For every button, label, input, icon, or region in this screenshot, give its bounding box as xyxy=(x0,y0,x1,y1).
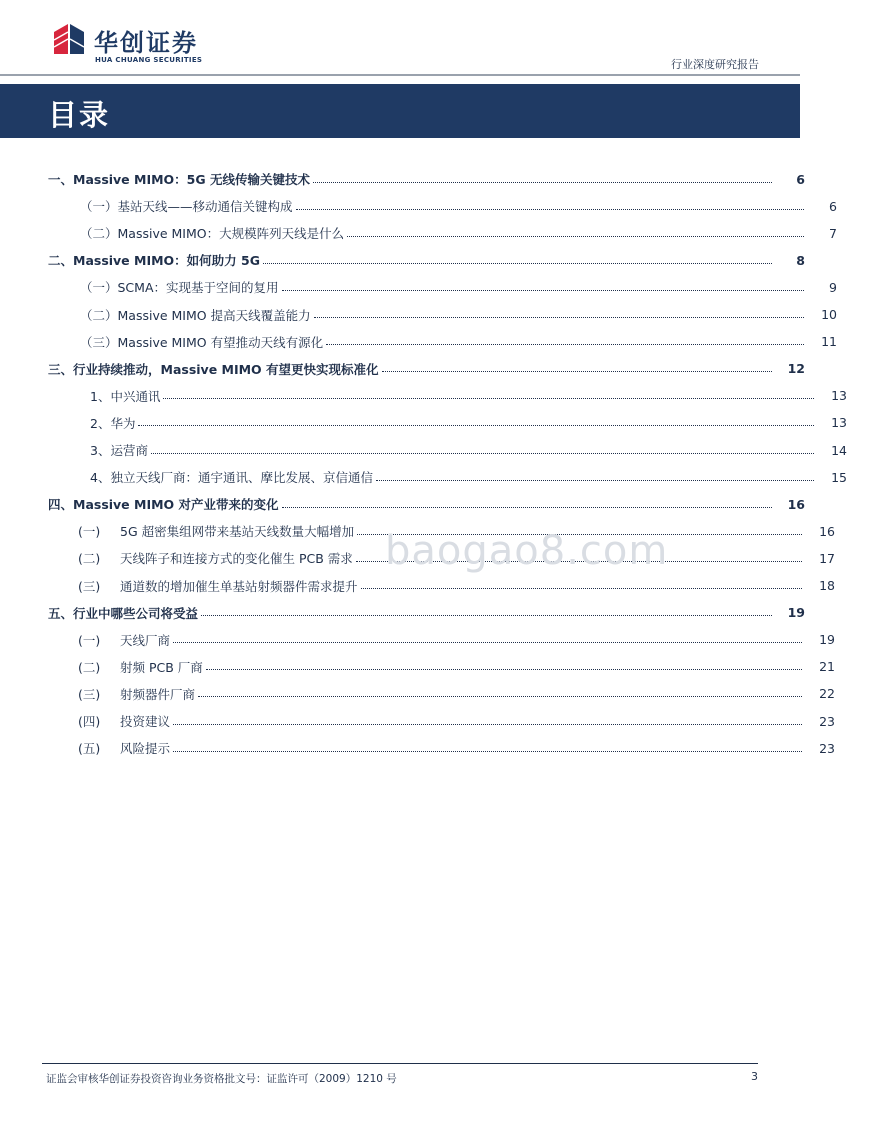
toc-entry-number: (三) xyxy=(78,578,101,594)
toc-entry-label: 4、独立天线厂商：通宇通讯、摩比发展、京信通信 xyxy=(90,470,373,486)
report-type-label: 行业深度研究报告 xyxy=(671,58,759,71)
toc-dot-leader xyxy=(382,371,772,372)
toc-entry[interactable] xyxy=(0,356,848,382)
toc-entry-number: (三) xyxy=(78,686,101,702)
toc-entry-label: 射频器件厂商 xyxy=(120,686,196,702)
footer-divider xyxy=(42,1063,758,1064)
toc-entry-page: 14 xyxy=(831,442,847,458)
toc-entry-page: 23 xyxy=(819,740,835,756)
toc-dot-leader xyxy=(138,425,814,426)
toc-entry-label: 通道数的增加催生单基站射频器件需求提升 xyxy=(120,578,358,594)
toc-entry-number: (一) xyxy=(78,632,101,648)
toc-entry[interactable] xyxy=(0,193,880,219)
toc-dot-leader xyxy=(282,290,805,291)
toc-entry[interactable] xyxy=(0,491,848,517)
toc-dot-leader xyxy=(201,615,772,616)
watermark: baogao8.com xyxy=(385,528,669,574)
toc-entry[interactable] xyxy=(0,735,878,761)
toc-entry[interactable] xyxy=(0,573,878,599)
toc-entry-page: 11 xyxy=(821,334,837,350)
toc-entry-page: 9 xyxy=(829,279,837,295)
page-number: 3 xyxy=(751,1070,758,1083)
toc-entry-page: 16 xyxy=(787,496,805,512)
header-divider xyxy=(0,74,800,76)
toc-entry[interactable] xyxy=(0,600,848,626)
toc-dot-leader xyxy=(347,236,804,237)
toc-entry-label: 1、中兴通讯 xyxy=(90,388,161,404)
hua-chuang-logo-icon xyxy=(52,22,86,56)
toc-entry[interactable] xyxy=(0,302,880,328)
toc-entry-label: （二）Massive MIMO：大规模阵列天线是什么 xyxy=(80,226,345,242)
toc-entry-page: 13 xyxy=(831,388,847,404)
toc-entry[interactable] xyxy=(0,464,890,490)
toc-entry[interactable] xyxy=(0,681,878,707)
toc-entry-label: （二）Massive MIMO 提高天线覆盖能力 xyxy=(80,307,311,323)
toc-entry-page: 8 xyxy=(796,252,805,268)
page-title: 目录 xyxy=(48,98,111,132)
toc-entry-number: (二) xyxy=(78,659,101,675)
toc-entry-page: 6 xyxy=(829,198,837,214)
toc-entry[interactable] xyxy=(0,383,890,409)
toc-entry-page: 16 xyxy=(819,523,835,539)
toc-entry-label: 三、行业持续推动，Massive MIMO 有望更快实现标准化 xyxy=(48,361,379,377)
toc-dot-leader xyxy=(173,751,802,752)
toc-dot-leader xyxy=(296,209,804,210)
toc-entry[interactable] xyxy=(0,329,880,355)
toc-entry-number: (五) xyxy=(78,741,101,757)
toc-entry-label: 四、Massive MIMO 对产业带来的变化 xyxy=(48,497,279,513)
toc-dot-leader xyxy=(361,588,802,589)
toc-entry-label: 二、Massive MIMO：如何助力 5G xyxy=(48,253,260,269)
toc-entry-label: 3、运营商 xyxy=(90,443,148,458)
toc-entry-number: (四) xyxy=(78,714,101,729)
toc-entry-page: 12 xyxy=(787,361,805,377)
toc-entry[interactable] xyxy=(0,437,890,463)
toc-entry-label: （三）Massive MIMO 有望推动天线有源化 xyxy=(80,334,324,350)
toc-entry-label: 5G 超密集组网带来基站天线数量大幅增加 xyxy=(120,524,355,540)
toc-dot-leader xyxy=(263,263,772,264)
toc-dot-leader xyxy=(376,480,814,481)
toc-entry-page: 6 xyxy=(796,171,805,187)
page-header xyxy=(0,0,800,82)
toc-entry-page: 7 xyxy=(829,225,837,241)
toc-entry-label: 风险提示 xyxy=(120,741,171,757)
toc-dot-leader xyxy=(326,344,804,345)
toc-dot-leader xyxy=(198,696,802,697)
toc-entry-page: 15 xyxy=(831,469,847,485)
toc-entry-number: (二) xyxy=(78,551,101,567)
toc-entry-page: 13 xyxy=(831,415,847,431)
toc-entry-page: 10 xyxy=(821,307,837,322)
toc-entry-label: 一、Massive MIMO：5G 无线传输关键技术 xyxy=(48,172,310,187)
brand-name-en: HUA CHUANG SECURITIES xyxy=(95,56,203,64)
toc-entry-page: 17 xyxy=(819,550,835,566)
toc-entry-page: 21 xyxy=(819,659,835,675)
toc-banner xyxy=(0,84,800,138)
toc-entry-label: 天线厂商 xyxy=(120,632,171,648)
brand-name-cn: 华创证券 xyxy=(94,29,198,57)
toc-dot-leader xyxy=(313,182,772,183)
toc-entry[interactable] xyxy=(0,247,848,273)
toc-entry[interactable] xyxy=(0,654,878,680)
toc-entry-page: 19 xyxy=(787,605,805,621)
toc-entry-label: 2、华为 xyxy=(90,415,136,431)
toc-dot-leader xyxy=(314,317,804,318)
toc-entry[interactable] xyxy=(0,410,890,436)
toc-entry-page: 19 xyxy=(819,632,835,648)
toc-entry[interactable] xyxy=(0,274,880,300)
toc-dot-leader xyxy=(163,398,814,399)
toc-dot-leader xyxy=(151,453,814,454)
toc-dot-leader xyxy=(173,724,802,725)
toc-entry-page: 18 xyxy=(819,578,835,593)
toc-entry-label: 投资建议 xyxy=(120,714,171,729)
toc-entry-label: 五、行业中哪些公司将受益 xyxy=(48,605,199,621)
toc-dot-leader xyxy=(206,669,802,670)
toc-entry-label: 射频 PCB 厂商 xyxy=(120,659,203,675)
toc-entry-label: （一）SCMA：实现基于空间的复用 xyxy=(80,280,279,296)
toc-entry-label: （一）基站天线——移动通信关键构成 xyxy=(80,199,293,215)
toc-entry[interactable] xyxy=(0,627,878,653)
toc-dot-leader xyxy=(282,507,772,508)
toc-entry-page: 22 xyxy=(819,686,835,702)
toc-entry-label: 天线阵子和连接方式的变化催生 PCB 需求 xyxy=(120,551,353,567)
footer-license: 证监会审核华创证券投资咨询业务资格批文号：证监许可（2009）1210 号 xyxy=(46,1073,397,1085)
toc-entry-number: (一) xyxy=(78,524,101,540)
toc-entry[interactable] xyxy=(0,708,878,734)
toc-entry-page: 23 xyxy=(819,713,835,729)
toc-entry[interactable] xyxy=(0,166,848,192)
toc-dot-leader xyxy=(173,642,802,643)
toc-entry[interactable] xyxy=(0,220,880,246)
